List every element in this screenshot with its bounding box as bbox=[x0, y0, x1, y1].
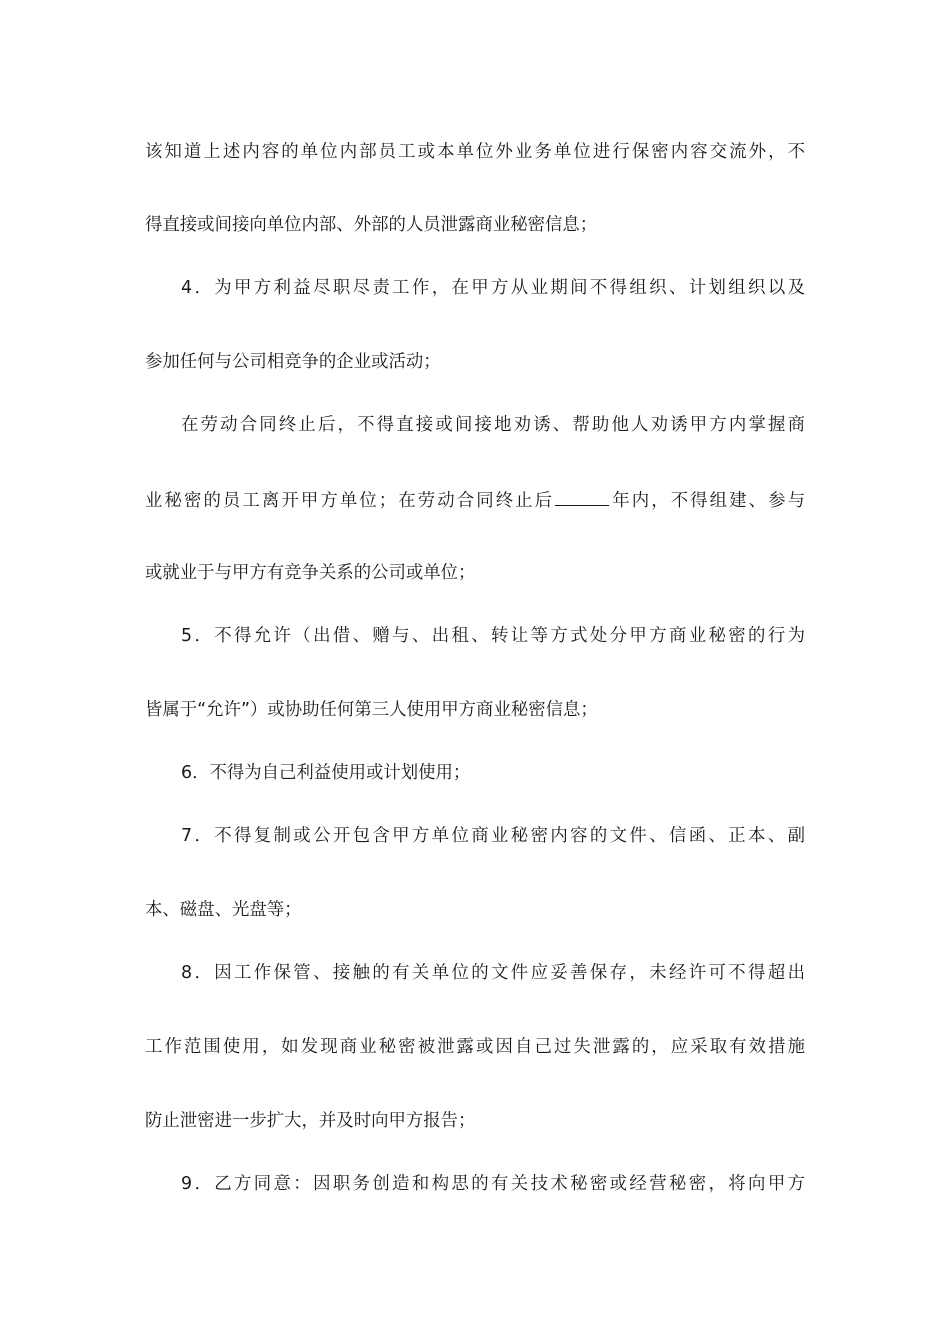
fill-in-blank bbox=[555, 487, 609, 506]
clause-7-line-2: 本、磁盘、光盘等； bbox=[145, 900, 302, 920]
clause-9-line-1: 9．乙方同意：因职务创造和构思的有关技术秘密或经营秘密，将向甲方 bbox=[181, 1174, 805, 1194]
paragraph-line-3: 或就业于与甲方有竞争关系的公司或单位； bbox=[145, 563, 476, 583]
clause-6-line-1: 6．不得为自己利益使用或计划使用； bbox=[181, 763, 471, 783]
clause-4-line-2: 参加任何与公司相竞争的企业或活动； bbox=[145, 352, 441, 372]
paragraph-line-2-part-b: 年内，不得组建、参与 bbox=[610, 491, 805, 511]
clause-7-line-1: 7．不得复制或公开包含甲方单位商业秘密内容的文件、信函、正本、副 bbox=[181, 826, 805, 846]
clause-8-line-2: 工作范围使用，如发现商业秘密被泄露或因自己过失泄露的，应采取有效措施 bbox=[145, 1037, 805, 1057]
text-line-2: 得直接或间接向单位内部、外部的人员泄露商业秘密信息； bbox=[145, 215, 598, 235]
clause-4-line-1: 4．为甲方利益尽职尽责工作，在甲方从业期间不得组织、计划组织以及 bbox=[181, 278, 805, 298]
paragraph-line-1: 在劳动合同终止后，不得直接或间接地劝诱、帮助他人劝诱甲方内掌握商 bbox=[181, 415, 805, 435]
clause-8-line-3: 防止泄密进一步扩大，并及时向甲方报告； bbox=[145, 1111, 476, 1131]
clause-8-line-1: 8．因工作保管、接触的有关单位的文件应妥善保存，未经许可不得超出 bbox=[181, 963, 805, 983]
clause-5-line-2: 皆属于“允许”）或协助任何第三人使用甲方商业秘密信息； bbox=[145, 700, 598, 720]
paragraph-line-2 bbox=[145, 487, 805, 513]
clause-5-line-1: 5．不得允许（出借、赠与、出租、转让等方式处分甲方商业秘密的行为 bbox=[181, 626, 805, 646]
paragraph-line-2-part-a: 业秘密的员工离开甲方单位；在劳动合同终止后 bbox=[145, 491, 555, 511]
text-line-1: 该知道上述内容的单位内部员工或本单位外业务单位进行保密内容交流外，不 bbox=[145, 142, 805, 162]
